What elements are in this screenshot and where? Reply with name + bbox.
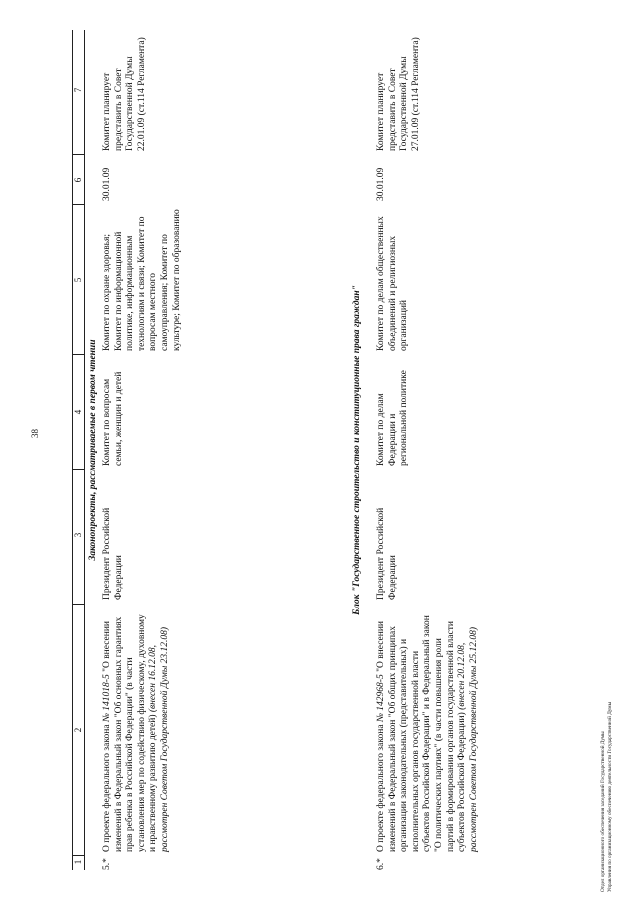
row-description xyxy=(102,612,172,852)
section-title: Блок "Государственное строительство и конституционные права граждан" xyxy=(352,285,362,615)
bill-number: № 141018-5 xyxy=(102,674,112,723)
table-top-rule xyxy=(72,30,73,870)
column-header-3: 3 xyxy=(73,532,83,538)
description-body: "О внесении изменений в Федеральный закон "Об основных гарантиях прав ребенка в Российской Федерации" (в части установления мер по содействию физическому, духовному и нравственному развитию детей) xyxy=(102,614,159,852)
column-separator xyxy=(72,855,84,856)
column-separator xyxy=(72,604,84,605)
page-footer xyxy=(600,472,613,892)
column-separator xyxy=(72,469,84,470)
row-number: 6.* xyxy=(376,858,386,870)
description-intro: О проекте федерального закона xyxy=(102,722,112,852)
column-header-7: 7 xyxy=(73,87,83,93)
column-header-4: 4 xyxy=(73,409,83,415)
committee-note: Комитет планирует представить в Совет Государственной Думы 22.01.09 (ст.114 Регламента) xyxy=(102,37,147,151)
planned-date: 30.01.09 xyxy=(376,167,386,201)
responsible-committee: Комитет по делам Федерации и региональной политике xyxy=(376,370,410,466)
column-header-6: 6 xyxy=(73,177,83,183)
submission-note: (внесен 20.12.08, рассмотрен Советом Государственной Думы 25.12.08) xyxy=(457,626,479,852)
co-executor-committees: Комитет по делам общественных объединений и религиозных организаций xyxy=(376,216,410,351)
bill-number: № 142968-5 xyxy=(376,674,386,723)
row-number: 5.* xyxy=(102,858,112,870)
description-intro: О проекте федерального закона xyxy=(376,722,386,852)
subject-of-initiative: Президент Российской Федерации xyxy=(102,507,124,600)
committee-note: Комитет планирует представить в Совет Государственной Думы 27.01.09 (ст.114 Регламента) xyxy=(376,37,421,151)
submission-note: (внесен 16.12.08, рассмотрен Советом Государственной Думы 23.12.08) xyxy=(148,626,170,852)
column-header-1: 1 xyxy=(73,859,83,865)
responsible-committee: Комитет по вопросам семьи, женщин и детей xyxy=(102,371,124,466)
column-separator xyxy=(72,204,84,205)
section-title: Законопроекты, рассматриваемые в первом чтении xyxy=(88,339,98,561)
column-header-5: 5 xyxy=(73,277,83,283)
footer-line-2: Управления по организационному обеспечению деятельности Государственной Думы xyxy=(606,701,613,892)
planned-date: 30.01.09 xyxy=(102,167,112,201)
co-executor-committees: Комитет по охране здоровья; Комитет по информационной политике, информационным технологиям и связи; Комитет по вопросам местного самоуправления; Комитет по культуре; Комитет по образованию xyxy=(102,209,182,351)
row-description xyxy=(376,612,480,852)
table-header-bottom-rule xyxy=(84,30,85,870)
column-separator xyxy=(72,154,84,155)
footer-line-1: Отдел организационного обеспечения заседаний Государственной Думы xyxy=(600,731,606,892)
page-number: 38 xyxy=(30,429,40,438)
column-separator xyxy=(72,354,84,355)
column-header-2: 2 xyxy=(73,727,83,733)
subject-of-initiative: Президент Российской Федерации xyxy=(376,507,398,600)
description-body: "О внесении изменений в Федеральный закон "Об общих принципах организации законодательных (представительных) и исполнительных органов государственной власти субъектов Российской Федерации" и в Федеральный закон "О политических партиях" (в части повышения роли партий в формировании органов государственной власти субъектов Российской Федерации) xyxy=(376,615,468,852)
